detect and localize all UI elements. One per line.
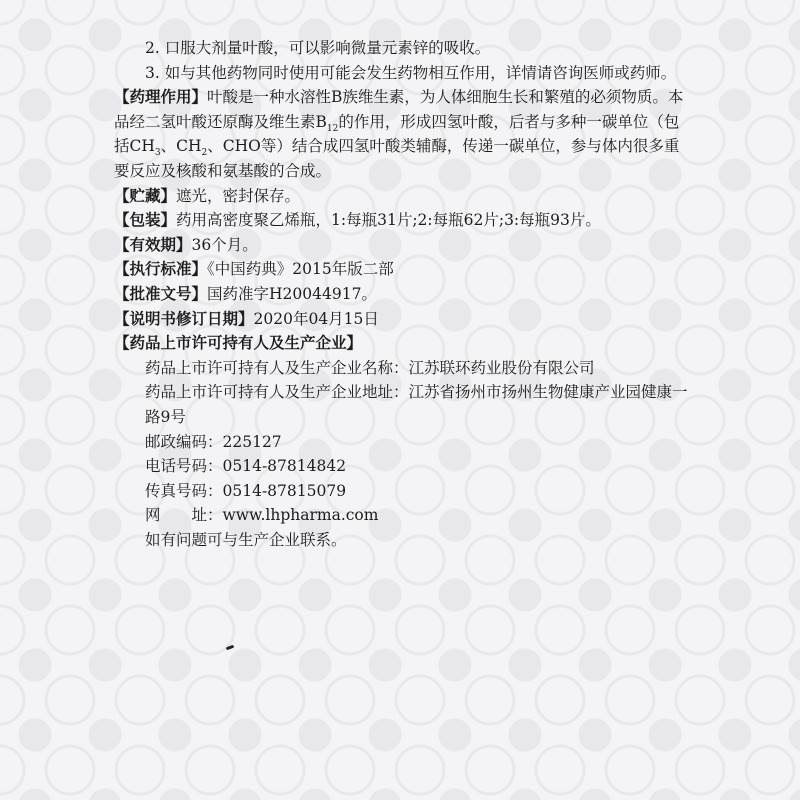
validity-text: 36个月。 bbox=[191, 235, 258, 254]
interaction-item-3: 3. 如与其他药物同时使用可能会发生药物相互作用，详情请咨询医师或药师。 bbox=[145, 63, 677, 82]
package-text: 药用高密度聚乙烯瓶，1:每瓶31片;2:每瓶62片;3:每瓶93片。 bbox=[176, 211, 601, 230]
holder-website: 网 址：www.lhpharma.com bbox=[145, 506, 379, 525]
revision-section bbox=[114, 307, 694, 332]
storage-heading: 【贮藏】 bbox=[114, 185, 177, 205]
holder-phone: 电话号码：0514-87814842 bbox=[145, 457, 347, 476]
pharmacology-text-3: 、CH bbox=[160, 137, 202, 156]
holder-address: 药品上市许可持有人及生产企业地址：江苏省扬州市扬州生物健康产业园健康一路9号 bbox=[145, 383, 688, 426]
b12-subscript: 12 bbox=[326, 123, 339, 134]
pharmacology-text-1: 叶酸是一种水溶性B族维生素，为人体细胞生长和繁殖的必须物质。本品经二氢叶酸还原酶及维生素B bbox=[114, 88, 684, 131]
pharmacology-text-2: 的作用，形成四氢叶酸，后者与多种一碳单位（包括CH bbox=[114, 112, 680, 156]
approval-heading: 【批准文号】 bbox=[114, 283, 208, 303]
holder-contact: 如有问题可与生产企业联系。 bbox=[145, 530, 347, 549]
standard-section bbox=[114, 257, 694, 282]
holder-postal: 邮政编码：225127 bbox=[145, 432, 282, 451]
storage-text: 遮光，密封保存。 bbox=[176, 186, 301, 205]
approval-text: 国药准字H20044917。 bbox=[207, 284, 377, 303]
pharmacology-section bbox=[114, 85, 694, 183]
holder-name: 药品上市许可持有人及生产企业名称：江苏联环药业股份有限公司 bbox=[145, 358, 595, 377]
revision-text: 2020年04月15日 bbox=[253, 309, 379, 328]
package-heading: 【包装】 bbox=[114, 210, 177, 230]
interaction-item-2: 2. 口服大剂量叶酸，可以影响微量元素锌的吸收。 bbox=[145, 39, 491, 57]
validity-heading: 【有效期】 bbox=[114, 234, 192, 254]
approval-section bbox=[114, 282, 694, 307]
leaflet-text bbox=[114, 36, 694, 552]
pharmacology-text-4: 、CHO等）结合成四氢叶酸类辅酶，传递一碳单位，参与体内很多重要反应及核酸和氨基酸的合成。 bbox=[114, 137, 680, 180]
storage-section bbox=[114, 184, 694, 209]
holder-fax: 传真号码：0514-87815079 bbox=[145, 481, 347, 500]
ch2-subscript: 2 bbox=[201, 148, 208, 159]
ch3-subscript: 3 bbox=[154, 148, 161, 159]
standard-text: 《中国药典》2015年版二部 bbox=[207, 260, 394, 279]
standard-heading: 【执行标准】 bbox=[114, 259, 208, 279]
package-section bbox=[114, 208, 694, 233]
validity-section bbox=[114, 233, 694, 258]
holder-heading: 【药品上市许可持有人及生产企业】 bbox=[114, 333, 363, 353]
pharmacology-heading: 【药理作用】 bbox=[114, 87, 208, 107]
print-speck bbox=[226, 645, 235, 651]
revision-heading: 【说明书修订日期】 bbox=[114, 308, 254, 328]
